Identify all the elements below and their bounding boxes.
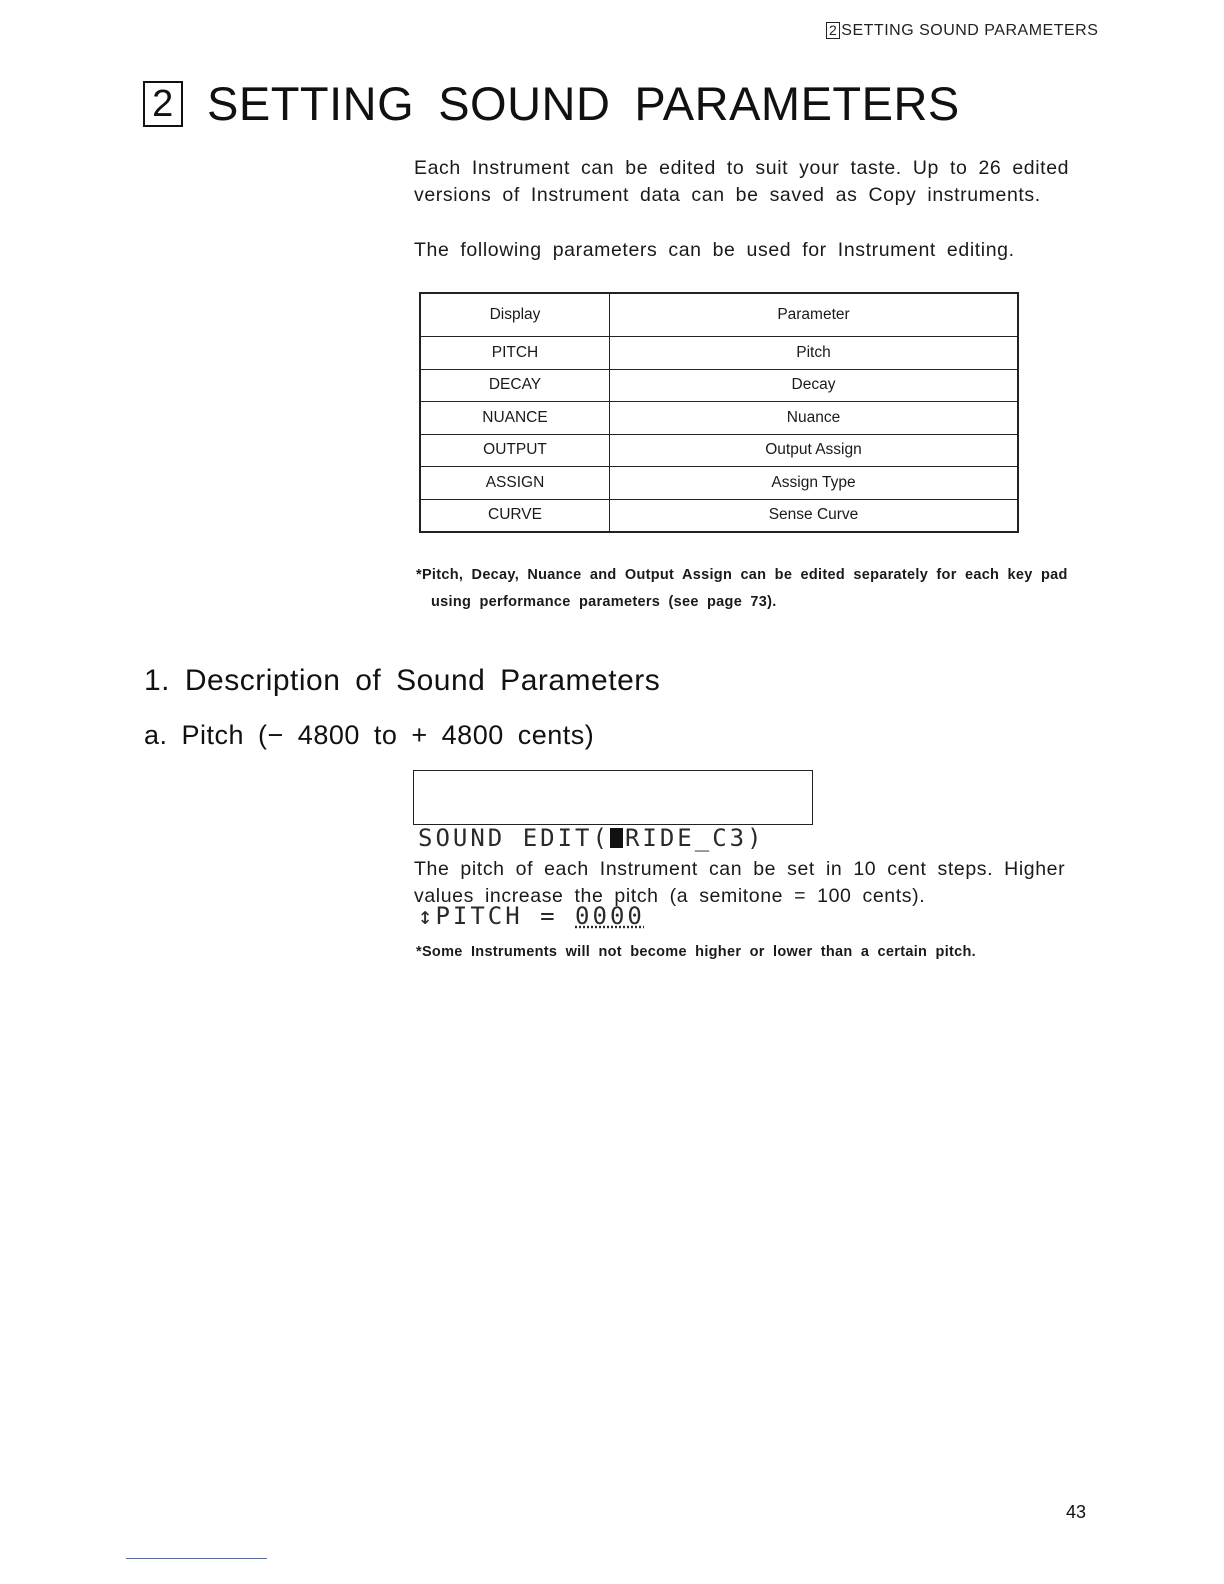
table-row (420, 337, 1018, 370)
lcd-line-1-prefix: SOUND EDIT( (418, 824, 610, 852)
table-row (420, 467, 1018, 500)
chapter-number-box: 2 (143, 81, 183, 127)
lcd-line-1-suffix: RIDE_C3) (624, 824, 765, 852)
chapter-title (143, 76, 984, 131)
intro-paragraph (414, 155, 1114, 209)
page-number: 43 (1066, 1502, 1087, 1522)
table-cell-parameter: Decay (610, 369, 1019, 402)
table-row (420, 434, 1018, 467)
footer-rule (126, 1558, 267, 1559)
pitch-footnote (416, 939, 1116, 966)
table-cell-display: DECAY (420, 369, 610, 402)
pitch-footnote-text: *Some Instruments will not become higher or lower than a certain pitch. (416, 944, 976, 960)
table-cell-display: CURVE (420, 499, 610, 532)
table-cell-display: PITCH (420, 337, 610, 370)
table-cell-parameter: Nuance (610, 402, 1019, 435)
pitch-description (414, 856, 1114, 910)
lcd-line-1 (418, 825, 812, 851)
column-header-display: Display (420, 293, 610, 337)
chapter-title-text (207, 76, 984, 131)
running-header (826, 22, 1098, 40)
chapter-title-word: SETTING (207, 77, 415, 130)
table-cell-parameter: Assign Type (610, 467, 1019, 500)
lcd-pitch-value: 0000 (575, 902, 645, 930)
parameter-table (419, 292, 1019, 533)
intro-line: versions of Instrument data can be saved as Copy instruments. (414, 184, 1041, 206)
chapter-title-word: SOUND (438, 77, 611, 130)
table-cell-display: OUTPUT (420, 434, 610, 467)
running-header-chapter-num: 2 (826, 22, 840, 39)
subsection-heading: a. Pitch (− 4800 to + 4800 cents) (144, 720, 595, 750)
table-cell-display: NUANCE (420, 402, 610, 435)
table-header-row (420, 293, 1018, 337)
table-cell-parameter: Pitch (610, 337, 1019, 370)
table-footnote (416, 562, 1116, 616)
table-row (420, 402, 1018, 435)
column-header-parameter: Parameter (610, 293, 1019, 337)
table-lead-paragraph (414, 237, 1114, 264)
running-header-title: SETTING SOUND PARAMETERS (841, 22, 1099, 39)
table-row (420, 369, 1018, 402)
lcd-cursor-icon (610, 828, 623, 848)
table-cell-display: ASSIGN (420, 467, 610, 500)
pitch-description-line: The pitch of each Instrument can be set in 10 cent steps. Higher (414, 858, 1066, 880)
pitch-description-line: values increase the pitch (a semitone = 100 cents). (414, 885, 926, 907)
section-heading: 1. Description of Sound Parameters (144, 664, 661, 697)
table-cell-parameter: Output Assign (610, 434, 1019, 467)
footnote-line: using performance parameters (see page 73). (431, 594, 777, 610)
table-cell-parameter: Sense Curve (610, 499, 1019, 532)
intro-line: Each Instrument can be edited to suit your taste. Up to 26 edited (414, 157, 1070, 179)
footnote-line: *Pitch, Decay, Nuance and Output Assign can be edited separately for each key pad (416, 567, 1068, 583)
lcd-line-2-label: ↕PITCH = (418, 902, 576, 930)
table-row (420, 499, 1018, 532)
table-lead-text: The following parameters can be used for Instrument editing. (414, 239, 1015, 261)
chapter-title-word: PARAMETERS (634, 77, 960, 130)
